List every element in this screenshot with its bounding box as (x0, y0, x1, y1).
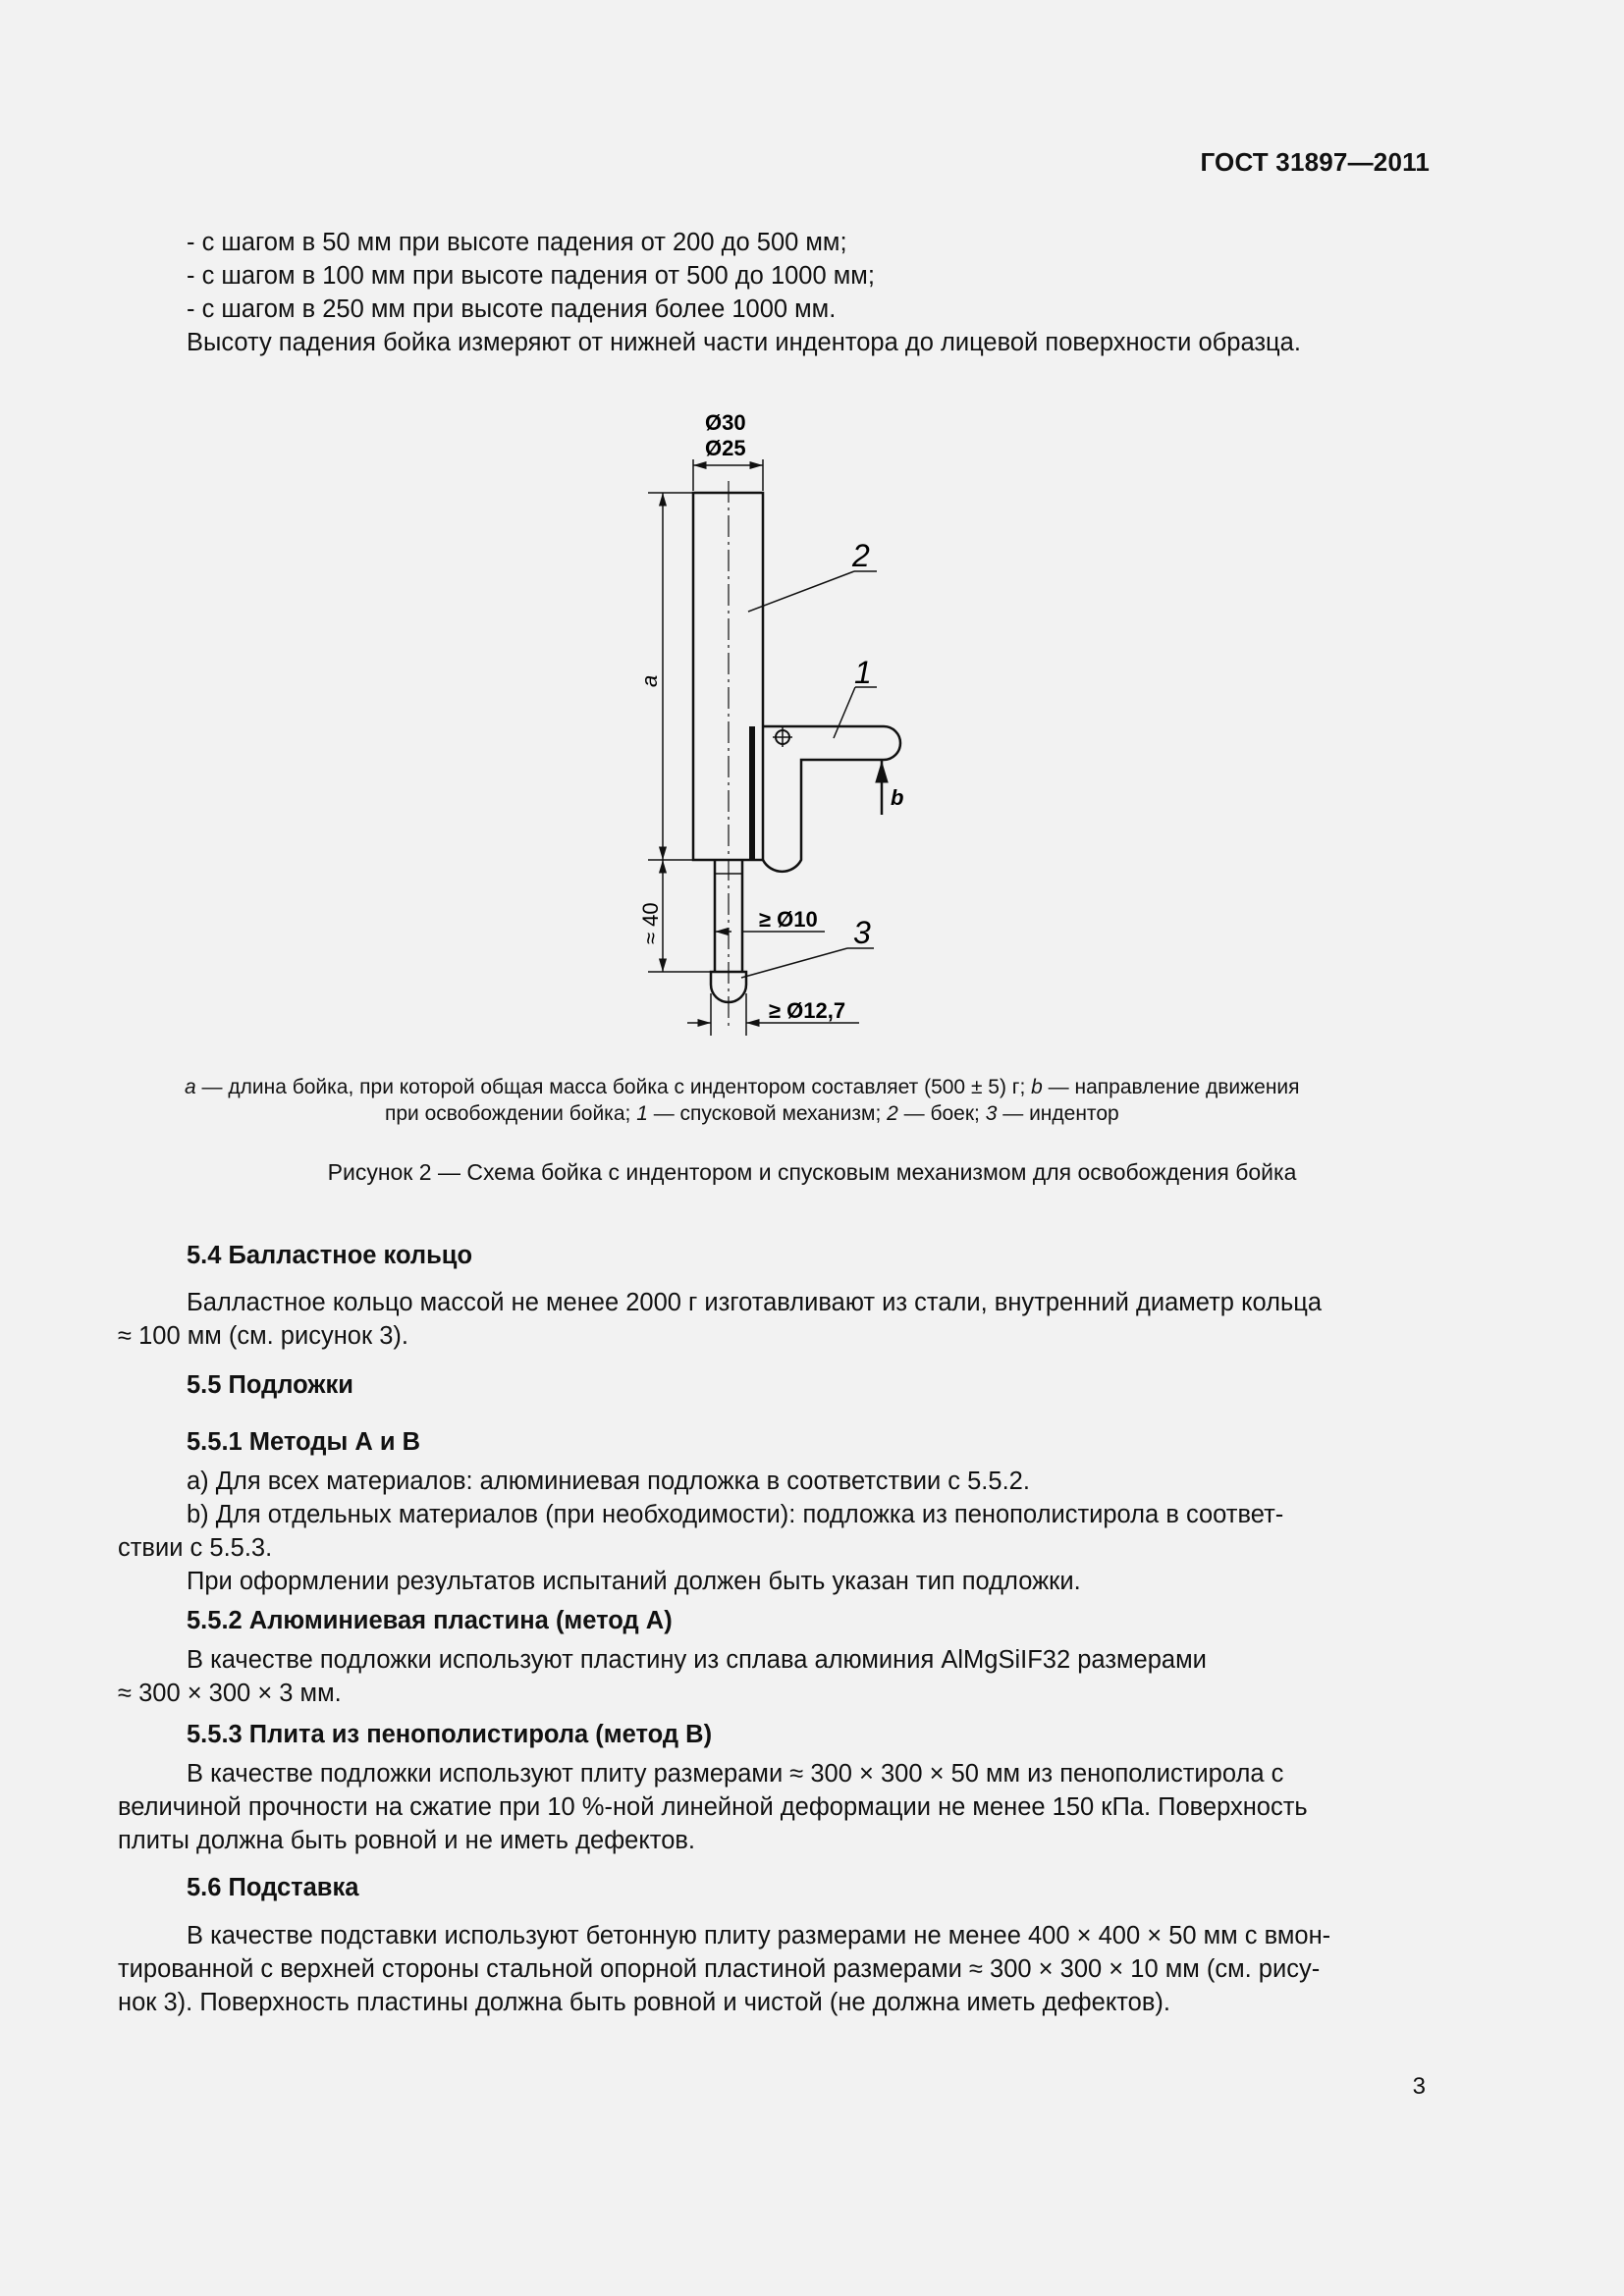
leader-1 (834, 687, 855, 738)
figure-striker-diagram (0, 0, 1624, 1080)
label-a: a (637, 674, 662, 687)
paragraph-line: тированной с верхней стороны стальной опорной пластиной размерами ≈ 300 × 300 × 10 мм (см. рису- (118, 1955, 1321, 1983)
figure-title: Рисунок 2 — Схема бойка с индентором и спусковым механизмом для освобождения бойка (327, 1159, 1297, 1185)
figure-legend-line1 (185, 1074, 1300, 1101)
leader-3 (741, 948, 847, 978)
section-heading: 5.5.3 Плита из пенополистирола (метод В) (187, 1721, 713, 1748)
paragraph-line: В качестве подложки используют плиту размерами ≈ 300 × 300 × 50 мм из пенополистирола с (187, 1760, 1284, 1788)
section-heading: 5.5 Подложки (187, 1371, 353, 1399)
paragraph-line: При оформлении результатов испытаний должен быть указан тип подложки. (187, 1568, 1081, 1595)
legend-num: 3 (985, 1102, 998, 1125)
legend-text: — спусковой механизм; (647, 1102, 888, 1125)
section-heading: 5.6 Подставка (187, 1874, 359, 1901)
document-id: ГОСТ 31897—2011 (1200, 147, 1430, 177)
section-heading: 5.5.1 Методы А и В (187, 1428, 421, 1456)
paragraph-line: В качестве подложки используют пластину из сплава алюминия AlMgSiIF32 размерами (187, 1646, 1207, 1674)
label-d10: ≥ Ø10 (759, 907, 818, 932)
page-number: 3 (1412, 2073, 1426, 2100)
callout-3: 3 (853, 915, 871, 950)
section-heading: 5.5.2 Алюминиевая пластина (метод А) (187, 1607, 673, 1634)
legend-text: — боек; (897, 1102, 986, 1125)
paragraph-line: ствии с 5.5.3. (118, 1534, 273, 1562)
list-item: - с шагом в 100 мм при высоте падения от 500 до 1000 мм; (187, 262, 875, 290)
legend-b-text: — направление движения (1042, 1076, 1300, 1098)
label-approx40: ≈ 40 (638, 902, 663, 944)
intro-paragraph: Высоту падения бойка измеряют от нижней части индентора до лицевой поверхности образца. (187, 329, 1301, 356)
label-d127: ≥ Ø12,7 (769, 998, 846, 1023)
callout-1: 1 (854, 655, 872, 690)
legend-text: при освобождении бойка; (385, 1102, 637, 1125)
legend-num: 1 (636, 1102, 648, 1125)
section-heading: 5.4 Балластное кольцо (187, 1242, 473, 1269)
paragraph-line: В качестве подставки используют бетонную плиту размерами не менее 400 × 400 × 50 мм с вмон- (187, 1922, 1331, 1949)
paragraph-line: ≈ 100 мм (см. рисунок 3). (118, 1322, 408, 1350)
paragraph-line: плиты должна быть ровной и не иметь дефектов. (118, 1827, 696, 1854)
callout-2: 2 (852, 538, 870, 573)
paragraph-line: ≈ 300 × 300 × 3 мм. (118, 1680, 342, 1707)
paragraph-line: Балластное кольцо массой не менее 2000 г изготавливают из стали, внутренний диаметр кольца (187, 1289, 1323, 1316)
paragraph-line: нок 3). Поверхность пластины должна быть ровной и чистой (не должна иметь дефектов). (118, 1989, 1170, 2016)
list-item: - с шагом в 50 мм при высоте падения от 200 до 500 мм; (187, 229, 847, 256)
paragraph-line: b) Для отдельных материалов (при необходимости): подложка из пенополистирола в соответ- (187, 1501, 1284, 1528)
label-b: b (891, 785, 904, 810)
release-mechanism (763, 726, 900, 872)
figure-legend-line2 (385, 1100, 1119, 1128)
paragraph-line: a) Для всех материалов: алюминиевая подложка в соответствии с 5.5.2. (187, 1468, 1030, 1495)
label-d30: Ø30 (705, 410, 746, 435)
label-d25: Ø25 (705, 436, 746, 460)
paragraph-line: величиной прочности на сжатие при 10 %-ной линейной деформации не менее 150 кПа. Поверхность (118, 1793, 1308, 1821)
list-item: - с шагом в 250 мм при высоте падения более 1000 мм. (187, 295, 837, 323)
legend-b-symbol: b (1031, 1076, 1043, 1098)
legend-text: — индентор (997, 1102, 1119, 1125)
legend-a-text: — длина бойка, при которой общая масса бойка с индентором составляет (500 ± 5) г; (195, 1076, 1032, 1098)
legend-num: 2 (887, 1102, 898, 1125)
legend-a-symbol: a (185, 1076, 196, 1098)
